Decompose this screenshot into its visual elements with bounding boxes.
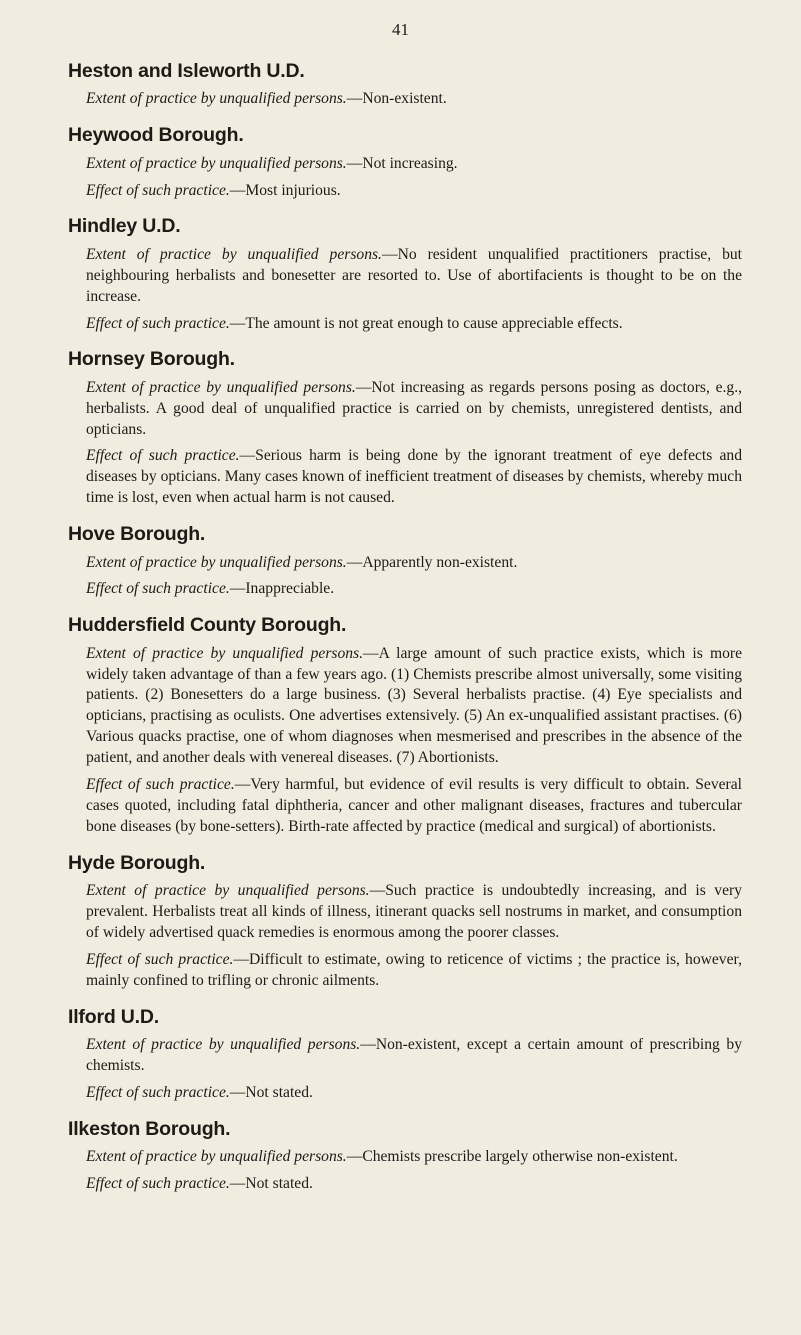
para-label: Extent of practice by unqualified persons. [86, 644, 364, 662]
effect-paragraph [86, 1174, 742, 1195]
section-heading: Huddersfield County Borough. [68, 614, 347, 637]
section-heading: Heywood Borough. [68, 124, 244, 147]
para-text: —Not stated. [229, 1174, 313, 1192]
extent-paragraph [86, 378, 742, 441]
para-text: —Chemists prescribe largely otherwise non-existent. [346, 1148, 678, 1166]
section-heading: Hyde Borough. [68, 851, 206, 874]
para-label: Effect of such practice. [86, 1083, 230, 1101]
para-text: —Not increasing. [346, 154, 458, 172]
section-heading: Ilford U.D. [68, 1005, 159, 1028]
para-text: —A large amount of such practice exists, which is more widely taken advantage of than a few years ago. (1) Chemists prescribe almost universally, some visiting patients. (2) Bonesetters do a large business. (3) Several herbalists practise. (4) Eye specialists and opticians, practising as oculists. One advertises extensively. (5) An ex-unqualified assistant practises. (6) Various quacks practise, one of whom diagnoses when mesmerised and prescribes in the absence of the patient, and another deals with venereal diseases. (7) Abortionists. [86, 644, 742, 767]
para-label: Extent of practice by unqualified persons. [86, 1035, 361, 1053]
section-huddersfield [68, 614, 742, 837]
para-text: —Very harmful, but evidence of evil results is very difficult to obtain. Several cases quoted, including fatal diphtheria, cancer and other malignant diseases, fractures and tubercular bone diseases (by bone-setters). Birth-rate affected by practice (medical and surgical) of abortionists. [86, 776, 742, 835]
section-heading: Hornsey Borough. [68, 348, 235, 371]
para-label: Extent of practice by unqualified persons. [86, 378, 356, 396]
extent-paragraph [86, 553, 742, 574]
section-heading: Ilkeston Borough. [68, 1117, 231, 1140]
para-label: Extent of practice by unqualified persons. [86, 553, 347, 571]
page-number: 41 [392, 20, 409, 39]
section-hove [68, 523, 742, 600]
para-text: —No resident unqualified practitioners practise, but neighbouring herbalists and bonesetter are resorted to. Use of abortifacients is thought to be on the increase. [86, 245, 742, 305]
extent-paragraph [86, 89, 742, 110]
page-body [68, 60, 742, 1209]
para-text: —The amount is not great enough to cause appreciable effects. [229, 314, 623, 332]
para-text: —Inappreciable. [229, 580, 335, 598]
para-text: —Such practice is undoubtedly increasing, and is very prevalent. Herbalists treat all kinds of illness, itinerant quacks sell nostrums in market, and consumption of widely advertised quack remedies is enormous among the poorer classes. [86, 882, 742, 941]
effect-paragraph [86, 579, 742, 600]
section-heston-and-isleworth [68, 60, 742, 110]
section-heading: Hove Borough. [68, 523, 206, 546]
para-text: —Not increasing as regards persons posing as doctors, e.g., herbalists. A good deal of unqualified practice is carried on by chemists, unregistered dentists, and opticians. [86, 378, 742, 438]
effect-paragraph [86, 1083, 742, 1104]
effect-paragraph [86, 950, 742, 992]
para-text: —Difficult to estimate, owing to reticence of victims ; the practice is, however, mainly confined to trifling or chronic ailments. [86, 950, 742, 989]
effect-paragraph [86, 314, 742, 335]
para-label: Effect of such practice. [86, 580, 230, 598]
effect-paragraph [86, 775, 742, 838]
section-hornsey [68, 348, 742, 509]
section-ilford [68, 1006, 742, 1104]
para-label: Extent of practice by unqualified persons. [86, 882, 370, 900]
para-text: —Non-existent, except a certain amount of prescribing by chemists. [86, 1035, 742, 1074]
effect-paragraph [86, 446, 742, 509]
para-label: Effect of such practice. [86, 776, 235, 794]
section-hindley [68, 215, 742, 334]
extent-paragraph [86, 1147, 742, 1168]
para-label: Effect of such practice. [86, 181, 230, 199]
para-label: Effect of such practice. [86, 447, 240, 465]
extent-paragraph [86, 245, 742, 308]
extent-paragraph [86, 644, 742, 769]
extent-paragraph [86, 1035, 742, 1077]
effect-paragraph [86, 181, 742, 202]
para-text: —Non-existent. [346, 90, 447, 108]
para-label: Effect of such practice. [86, 950, 234, 968]
extent-paragraph [86, 881, 742, 944]
para-label: Effect of such practice. [86, 1174, 230, 1192]
section-heading: Heston and Isleworth U.D. [68, 60, 305, 82]
section-heading: Hindley U.D. [68, 215, 181, 238]
para-text: —Most injurious. [229, 181, 341, 199]
para-text: —Not stated. [229, 1083, 313, 1101]
para-label: Effect of such practice. [86, 314, 230, 332]
extent-paragraph [86, 154, 742, 175]
section-ilkeston [68, 1118, 742, 1195]
para-text: —Apparently non-existent. [346, 553, 518, 571]
para-label: Extent of practice by unqualified persons. [86, 154, 347, 172]
section-hyde [68, 852, 742, 992]
para-label: Extent of practice by unqualified persons. [86, 90, 347, 108]
para-label: Extent of practice by unqualified persons. [86, 1148, 347, 1166]
para-text: —Serious harm is being done by the ignorant treatment of eye defects and diseases by opticians. Many cases known of inefficient treatment of diseases by chemists, whereby much time is lost, even when actual harm is not caused. [86, 447, 743, 507]
section-heywood [68, 124, 742, 201]
para-label: Extent of practice by unqualified persons. [86, 245, 382, 263]
